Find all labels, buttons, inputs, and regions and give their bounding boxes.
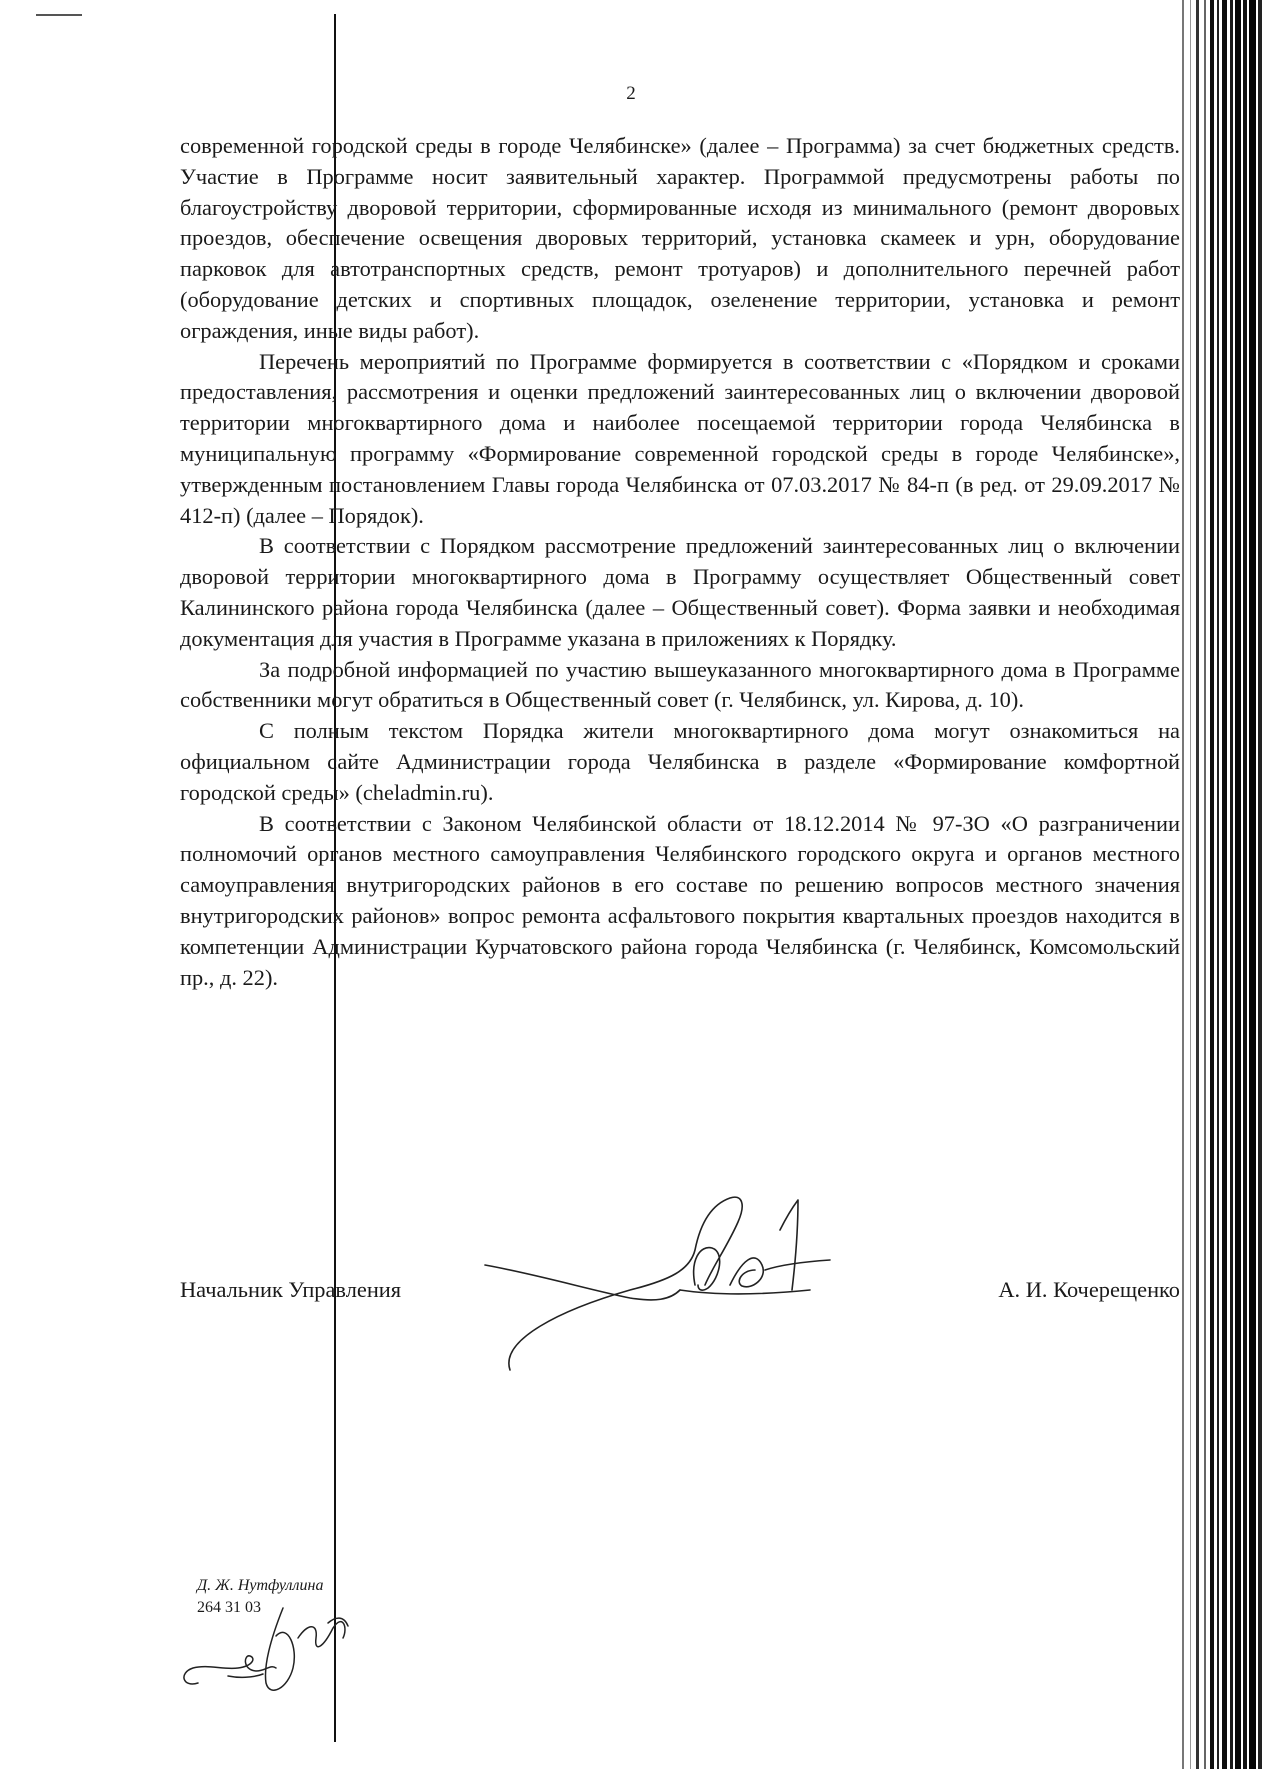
signatory-position: Начальник Управления	[180, 1277, 402, 1302]
executor-phone: 264 31 03	[197, 1599, 261, 1616]
paragraph-5: С полным текстом Порядка жители многоквартирного дома могут ознакомиться на официальном сайте Администрации города Челябинска в разделе «Формирование комфортной городской среды» (cheladmin.ru).	[180, 718, 1180, 805]
paragraph-2: Перечень мероприятий по Программе формируется в соответствии с «Порядком и сроками предоставления, рассмотрения и оценки предложений заинтересованных лиц о включении дворовой территории многоквартирного дома и наиболее посещаемой территории города Челябинска в муниципальную программу «Формирование современной городской среды в городе Челябинске», утвержденным постановлением Главы города Челябинска от 07.03.2017 № 84-п (в ред. от 29.09.2017 № 412-п) (далее – Порядок).	[180, 348, 1180, 528]
signatory-name: А. И. Кочерещенко	[998, 1277, 1180, 1302]
paragraph-6: В соответствии с Законом Челябинской области от 18.12.2014 № 97-ЗО «О разграничении полномочий органов местного самоуправления Челябинского городского округа и органов местного самоуправления внутригородских районов в его составе по решению вопросов местного значения внутригородских районов» вопрос ремонта асфальтового покрытия квартальных проездов находится в компетенции Администрации Курчатовского района города Челябинска (г. Челябинск, Комсомольский пр., д. 22).	[180, 810, 1180, 990]
paragraph-1: современной городской среды в городе Челябинске» (далее – Программа) за счет бюджетных средств. Участие в Программе носит заявительный характер. Программой предусмотрены работы по благоустройству дворовой территории, сформированные исходя из минимального (ремонт дворовых проездов, обеспечение освещения дворовых территорий, установка скамеек и урн, оборудование парковок для автотранспортных средств, ремонт тротуаров) и дополнительного перечней работ (оборудование детских и спортивных площадок, озеленение территории, установка и ремонт ограждения, иные виды работ).	[180, 133, 1180, 343]
signature-block	[180, 1277, 1180, 1311]
executor-name: Д. Ж. Нутфуллина	[197, 1577, 324, 1594]
page-number: 2	[626, 83, 636, 104]
scan-edge-stripes	[1182, 0, 1262, 1769]
paragraph-3: В соответствии с Порядком рассмотрение предложений заинтересованных лиц о включении дворовой территории многоквартирного дома в Программу осуществляет Общественный совет Калининского района города Челябинска (далее – Общественный совет). Форма заявки и необходимая документация для участия в Программе указана в приложениях к Порядку.	[180, 533, 1180, 651]
scan-corner-mark	[36, 14, 82, 16]
letter-body	[180, 131, 1180, 993]
paragraph-4: За подробной информацией по участию вышеуказанного многоквартирного дома в Программе собственники могут обратиться в Общественный совет (г. Челябинск, ул. Кирова, д. 10).	[180, 656, 1180, 713]
executor-info	[197, 1575, 323, 1619]
